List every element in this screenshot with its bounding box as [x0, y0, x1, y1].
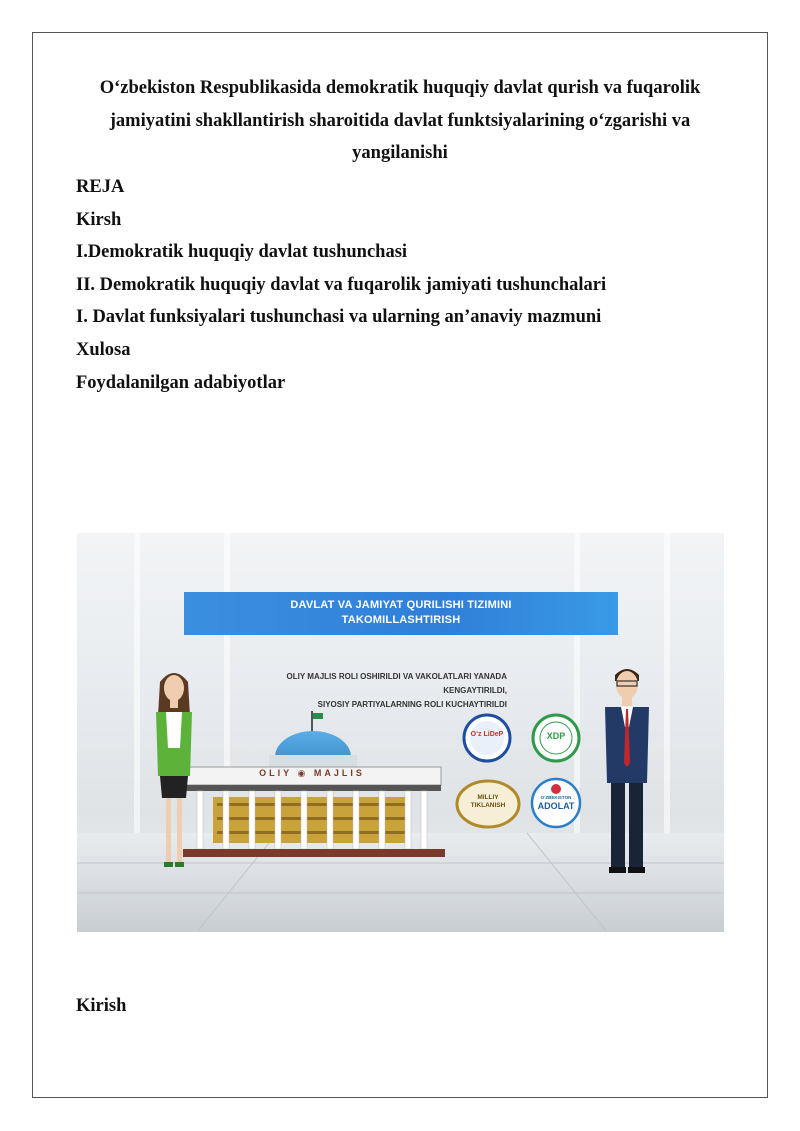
milliy-tiklanish-label [455, 794, 521, 810]
liberal-party-label: O‘z LiDeP [470, 731, 504, 738]
subtext-line: OLIY MAJLIS ROLI OSHIRILDI VA VAKOLATLARI YANADA KENGAYTIRILDI, [286, 672, 507, 695]
toc-item: Xulosa [76, 339, 131, 360]
liberal-party-logo-icon [462, 713, 512, 763]
adolat-line: ADOLAT [537, 801, 575, 811]
toc-item: Kirsh [76, 209, 122, 230]
table-of-contents [76, 171, 736, 399]
xdp-party-label: XDP [546, 731, 566, 741]
female-presenter-icon [144, 668, 204, 873]
toc-heading: REJA [76, 177, 125, 197]
toc-item: II. Demokratik huquqiy davlat va fuqarolik jamiyati tushunchalari [76, 274, 607, 295]
illustration [77, 533, 724, 932]
banner-line: TAKOMILLASHTIRISH [341, 614, 461, 626]
illustration-banner [184, 592, 618, 635]
subtext-line: SIYOSIY PARTIYALARNING ROLI KUCHAYTIRILDI [317, 700, 507, 709]
male-presenter-icon [597, 663, 657, 878]
document-title: O‘zbekiston Respublikasida demokratik huquqiy davlat qurish va fuqarolik jamiyatini shakllantirish sharoitida davlat funktsiyalarining o‘zgarishi va yangilanishi [99, 78, 701, 163]
milliy-line: TIKLANISH [470, 802, 506, 809]
adolat-small-line: O‘ZBEKISTON [540, 795, 572, 800]
section-heading: Kirish [76, 996, 127, 1016]
adolat-party-label [530, 795, 582, 811]
parliament-building-icon [183, 711, 453, 861]
building-sign: OLIY ◉ MAJLIS [259, 768, 365, 778]
banner-line: DAVLAT VA JAMIYAT QURILISHI TIZIMINI [290, 599, 512, 611]
toc-item: I. Davlat funksiyalari tushunchasi va ularning an’anaviy mazmuni [76, 307, 602, 328]
milliy-line: MILLIY [477, 794, 499, 801]
toc-item: Foydalanilgan adabiyotlar [76, 372, 286, 393]
toc-item: I.Demokratik huquqiy davlat tushunchasi [76, 242, 408, 263]
illustration-subtext [227, 670, 507, 712]
